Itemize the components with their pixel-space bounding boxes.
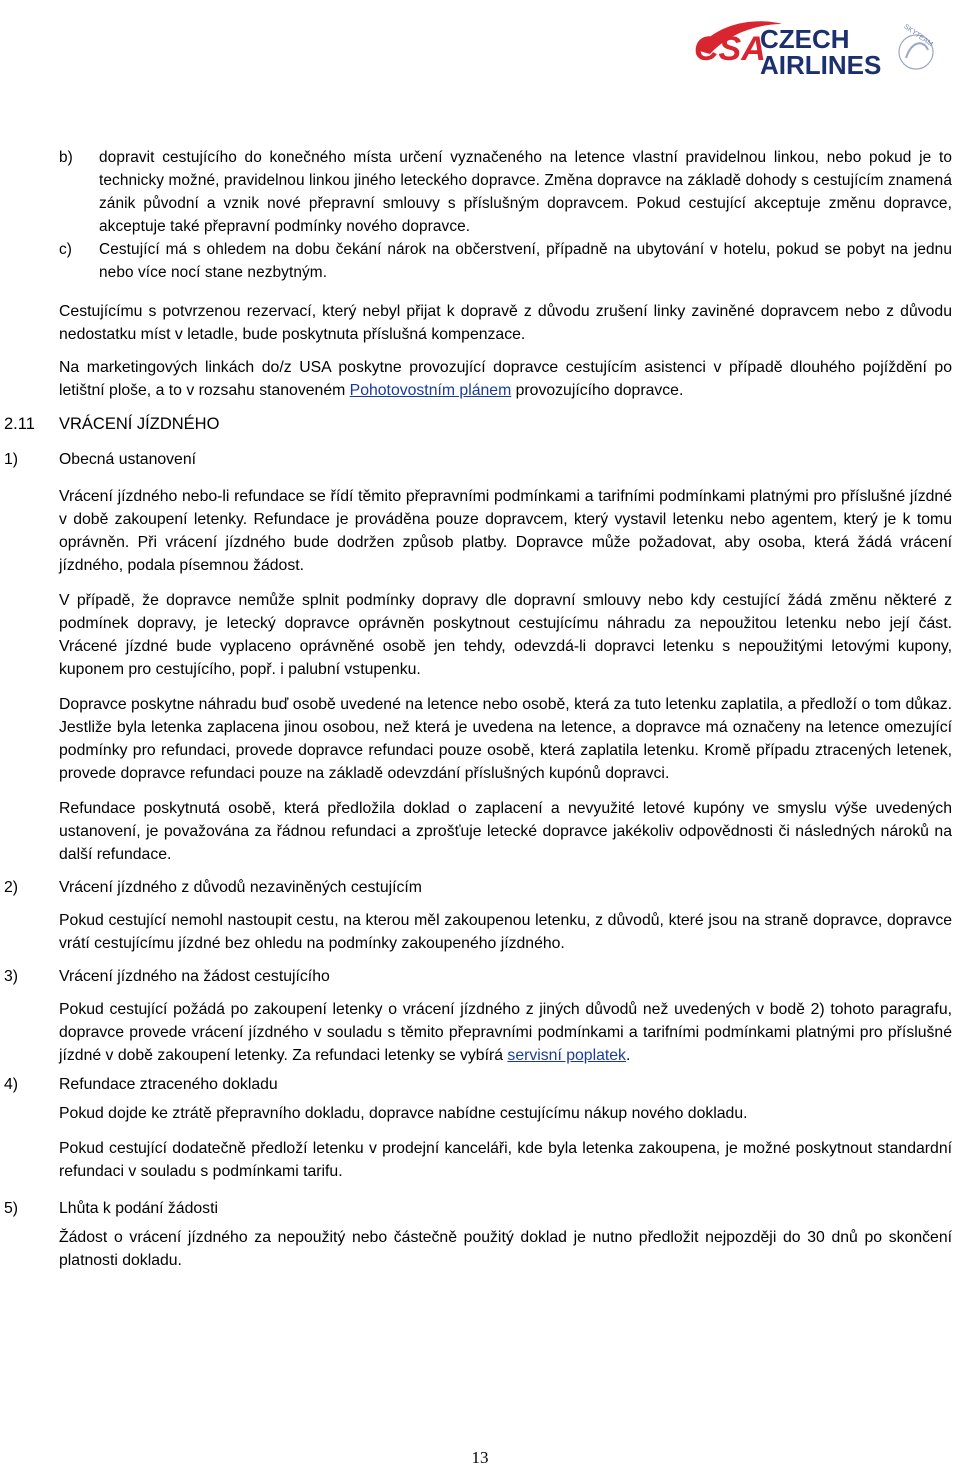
- subsection-1-paragraph-1: Vrácení jízdného nebo-li refundace se řídí těmito přepravními podmínkami a tarifními podmínkami platnými pro příslušné jízdné v době zakoupení letenky. Refundace je prováděna pouze dopravcem, který vystavil letenku nebo agentem, který je k tomu oprávněn. Při vrácení jízdného bude dodržen způsob platby. Dopravce může požadovat, aby osoba, která žádá vrácení jízdného, podala písemnou žádost.: [59, 488, 952, 574]
- subsection-1-paragraph-3: Dopravce poskytne náhradu buď osobě uvedené na letence nebo osobě, která za tuto letenku zaplatila, a předloží o tom důkaz. Jestliže byla letenka zaplacena jinou osobou, než která je uvedena na letence, a dopravce má označeny na letence omezující podmínky pro refundaci, provede dopravce refundaci pouze osobě, která zaplatila letenku. Kromě případu ztracených letenek, provede dopravce refundaci pouze na základě odevzdání příslušných kupónů dopravci.: [59, 696, 952, 782]
- list-item-b: [0, 146, 960, 238]
- paragraph-compensation: Cestujícímu s potvrzenou rezervací, který nebyl přijat k dopravě z důvodu zrušení linky zaviněné dopravcem nebo z důvodu nedostatku míst v letadle, bude poskytnuta příslušná kompenzace.: [59, 303, 952, 343]
- logo-mark: CSA: [694, 30, 766, 68]
- section-number: 2.11: [4, 415, 35, 433]
- list-label: c): [59, 241, 73, 258]
- subsection-2-paragraph-1: Pokud cestující nemohl nastoupit cestu, na kterou měl zakoupenou letenku, z důvodů, které jsou na straně dopravce, dopravce vrátí cestujícímu jízdné bez ohledu na podmínky zakoupeného jízdného.: [59, 912, 952, 952]
- list-label: b): [59, 149, 73, 166]
- list-text: dopravit cestujícího do konečného místa určení vyznačeného na letence vlastní pravidelnou linkou, nebo pokud je to technicky možné, pravidelnou linkou jiného leteckého dopravce. Změna dopravce na základě dohody s cestujícím znamená zánik původní a vznik nové přepravní smlouvy s příslušným dopravcem. Pokud cestující akceptuje změnu dopravce, akceptuje také přepravní podmínky nového dopravce.: [99, 149, 952, 235]
- czech-airlines-logo: [690, 10, 940, 82]
- contingency-plan-link[interactable]: Pohotovostním plánem: [349, 382, 512, 399]
- subsection-4-title: 4) Refundace ztraceného dokladu: [4, 1076, 278, 1093]
- subsection-1-paragraph-4: Refundace poskytnutá osobě, která předložila doklad o zaplacení a nevyužité letové kupóny ve smyslu výše uvedených ustanovení, je považována za řádnou refundaci a zprošťuje letecké dopravce jakékoliv odpovědnosti či následných nároků na další refundace.: [59, 800, 952, 863]
- subsection-3-paragraph-1: Pokud cestující požádá po zakoupení letenky o vrácení jízdného z jiných důvodů než uvedených v bodě 2) tohoto paragrafu, dopravce provede vrácení jízdného v souladu s těmito přepravními podmínkami a tarifními podmínkami platnými pro příslušné jízdné v době zakoupení letenky. Za refundaci letenky se vybírá servisní poplatek.: [59, 1001, 952, 1064]
- logo-line2: AIRLINES: [760, 50, 882, 80]
- section-heading: [0, 412, 960, 436]
- paragraph-usa: Na marketingových linkách do/z USA poskytne provozující dopravce cestujícím asistenci v případě dlouhého pojíždění po letištní ploše, a to v rozsahu stanoveném Pohotovostním plánem provozujícího dopravce.: [59, 359, 952, 399]
- subsection-1-paragraph-2: V případě, že dopravce nemůže splnit podmínky dopravy dle dopravní smlouvy nebo kdy cestující žádá změnu některé z podmínek dopravy, je letecký dopravce oprávněn poskytnout cestujícímu náhradu za nepoužitou letenku nebo její část. Vrácené jízdné bude vyplaceno oprávněné osobě jen tehdy, odevzdá-li dopravci letenku s nepoužitými letovými kupony, kuponem pro cestujícího, popř. i palubní vstupenku.: [59, 592, 952, 678]
- list-text: Cestující má s ohledem na dobu čekání nárok na občerstvení, případně na ubytování v hotelu, pokud se pobyt na jednu nebo více nocí stane nezbytným.: [99, 241, 952, 281]
- logo-line1: CZECH: [760, 24, 850, 54]
- skyteam-swirl-icon: [906, 43, 928, 58]
- service-fee-link[interactable]: servisní poplatek: [507, 1047, 626, 1064]
- list-item-c: [0, 238, 960, 284]
- logo-alliance: SKYTEAM: [902, 23, 934, 49]
- subsection-5-title: 5) Lhůta k podání žádosti: [4, 1200, 218, 1217]
- subsection-4-paragraph-2: Pokud cestující dodatečně předloží letenku v prodejní kanceláři, kde byla letenka zakoupena, je možné poskytnout standardní refundaci v souladu s podmínkami tarifu.: [59, 1140, 952, 1180]
- subsection-1-title: 1) Obecná ustanovení: [4, 451, 197, 468]
- subsection-3-title: 3) Vrácení jízdného na žádost cestujícího: [4, 968, 330, 985]
- page-number: 13: [471, 1448, 489, 1467]
- subsection-2-title: 2) Vrácení jízdného z důvodů nezaviněných cestujícím: [4, 879, 422, 896]
- section-title: VRÁCENÍ JÍZDNÉHO: [59, 415, 220, 433]
- subsection-5-paragraph-1: Žádost o vrácení jízdného za nepoužitý nebo částečně použitý doklad je nutno předložit nejpozději do 30 dnů po skončení platnosti dokladu.: [59, 1229, 952, 1269]
- subsection-4-paragraph-1: Pokud dojde ke ztrátě přepravního dokladu, dopravce nabídne cestujícímu nákup nového dokladu.: [59, 1105, 748, 1122]
- document-content: [0, 146, 960, 1272]
- logo-graphic: [690, 10, 940, 82]
